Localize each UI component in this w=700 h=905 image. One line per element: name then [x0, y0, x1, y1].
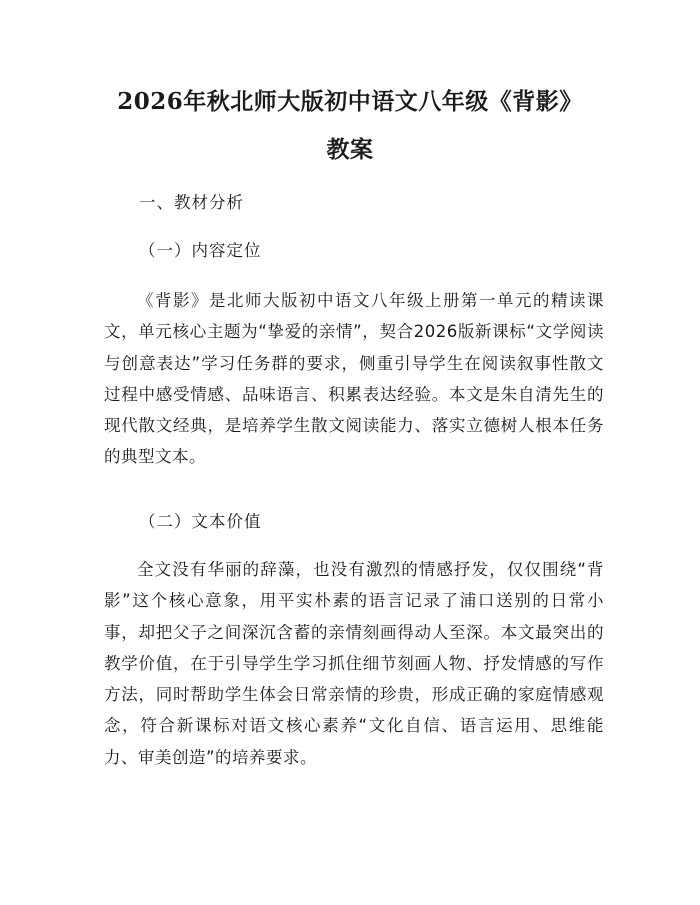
subsection-heading-text-value: （二）文本价值	[139, 512, 262, 531]
paragraph-text-value: 全文没有华丽的辞藻，也没有激烈的情感抒发，仅仅围绕“背影”这个核心意象，用平实朴素的语言记录了浦口送别的日常小事，却把父子之间深沉含蓄的亲情刻画得动人至深。本文最突出的教学价值，在于引导学生学习抓住细节刻画人物、抒发情感的写作方法，同时帮助学生体会日常亲情的珍贵，形成正确的家庭情感观念，符合新课标对语文核心素养“文化自信、语言运用、思维能力、审美创造”的培养要求。	[104, 560, 604, 767]
document-title: 2026年秋北师大版初中语文八年级《背影》	[117, 88, 583, 115]
document-title-continued: 教案	[326, 136, 374, 163]
paragraph-content-positioning: 《背影》是北师大版初中语文八年级上册第一单元的精读课文，单元核心主题为“挚爱的亲情”，契合2026版新课标“文学阅读与创意表达”学习任务群的要求，侧重引导学生在阅读叙事性散文过程中感受情感、品味语言、积累表达经验。本文是朱自清先生的现代散文经典，是培养学生散文阅读能力、落实立德树人根本任务的典型文本。	[104, 291, 604, 467]
section-heading-textbook-analysis: 一、教材分析	[139, 193, 244, 212]
subsection-heading-content-positioning: （一）内容定位	[139, 241, 262, 260]
